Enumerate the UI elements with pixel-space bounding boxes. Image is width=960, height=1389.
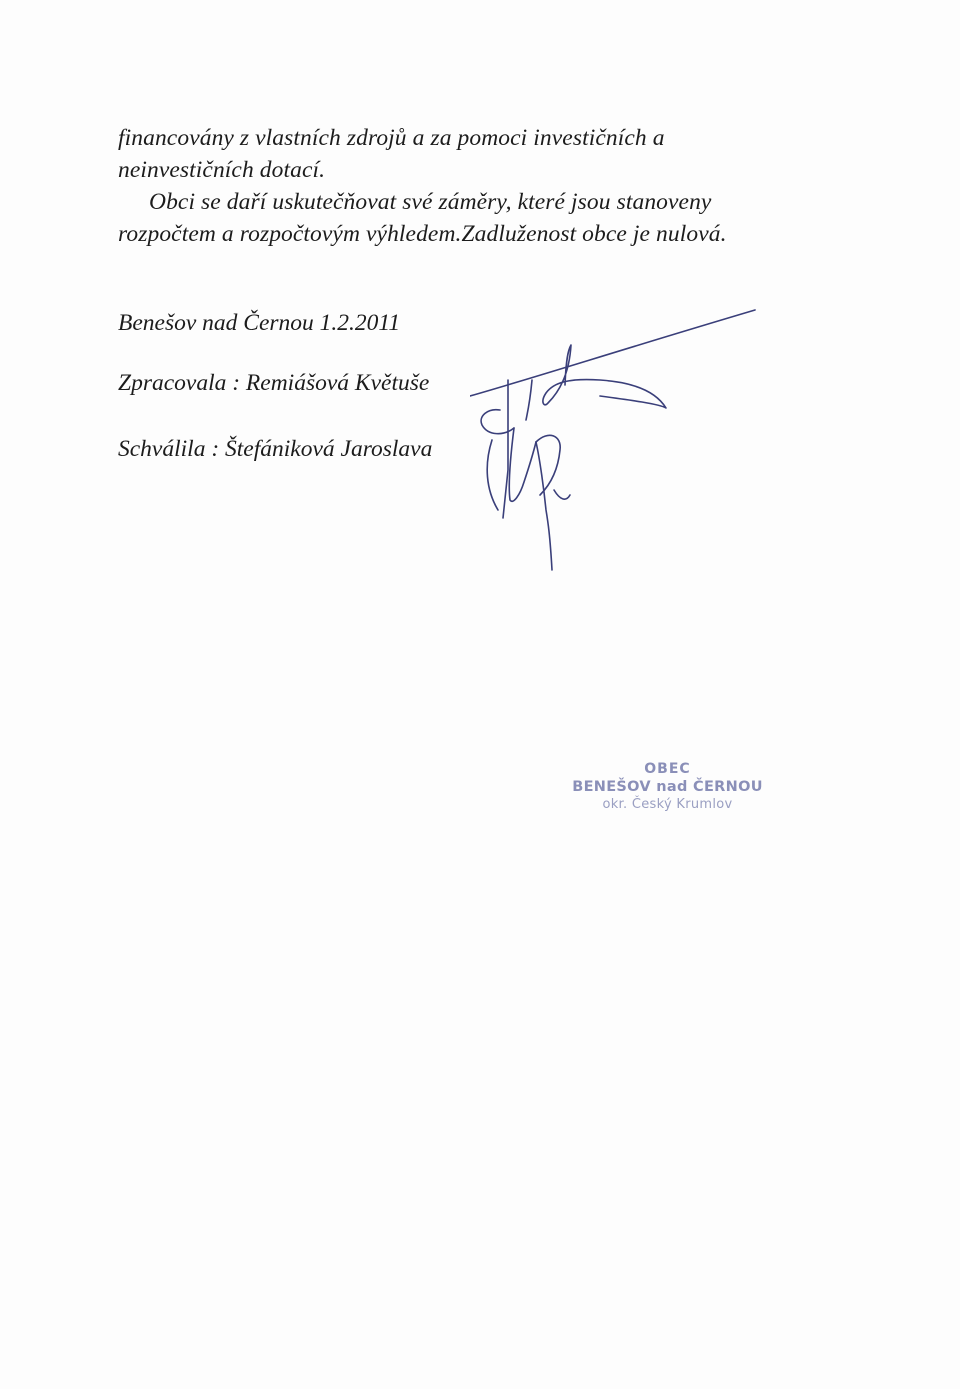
handwritten-signature [470,290,770,580]
body-line-3: Obci se daří uskutečňovat své záměry, které jsou stanoveny [149,189,712,215]
body-paragraph [118,122,838,250]
approved-by: Schválila : Štefániková Jaroslava [118,436,433,462]
body-line-2: neinvestičních dotací. [118,157,326,183]
place-date: Benešov nad Černou 1.2.2011 [118,310,401,336]
stamp-line-2: BENEŠOV nad ČERNOU [572,779,763,795]
official-stamp [560,760,775,814]
body-line-1: financovány z vlastních zdrojů a za pomoci investičních a [118,125,665,151]
stamp-line-3: okr. Český Krumlov [602,797,733,812]
stamp-line-1: OBEC [644,761,691,777]
prepared-by: Zpracovala : Remiášová Květuše [118,370,430,396]
body-line-4: rozpočtem a rozpočtovým výhledem.Zadluženost obce je nulová. [118,221,727,247]
